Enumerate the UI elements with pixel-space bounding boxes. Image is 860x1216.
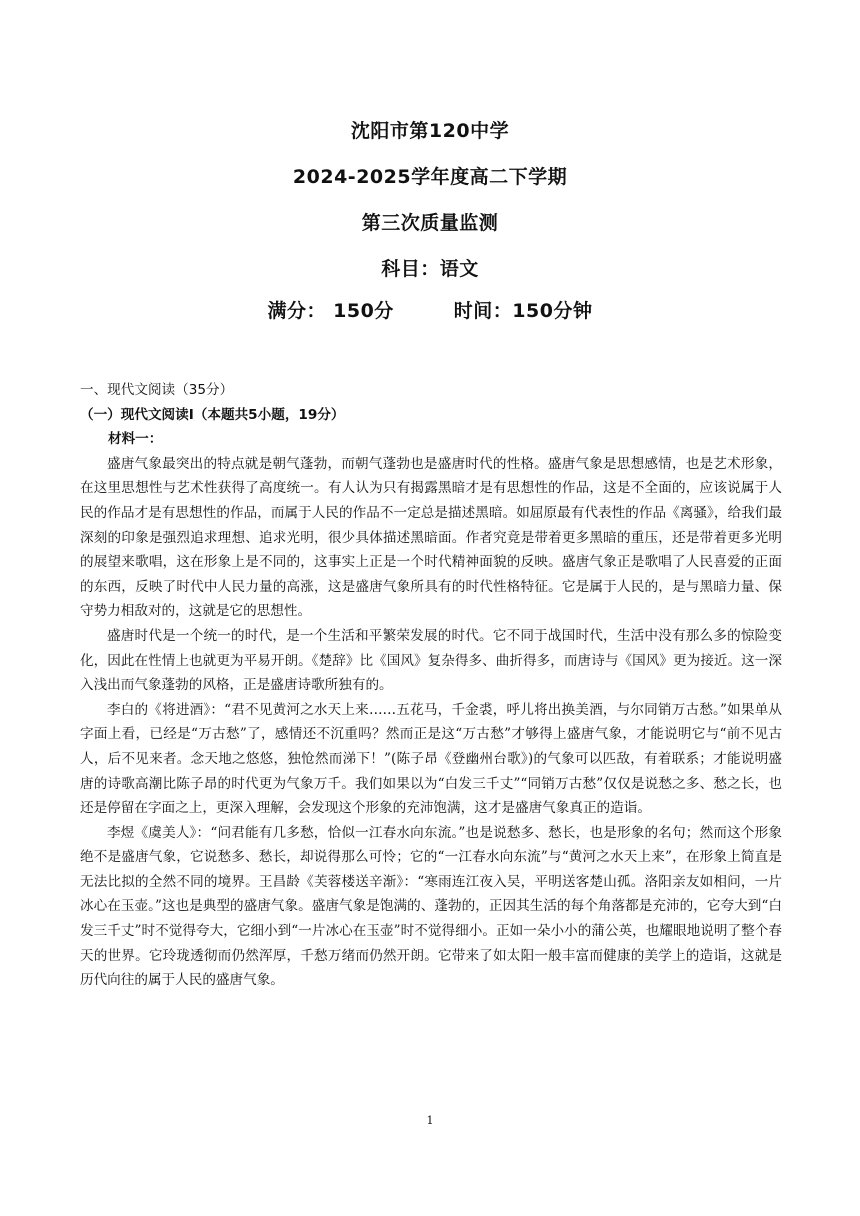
material-label: 材料一： <box>108 431 163 448</box>
exam-time: 时间：150分钟 <box>453 300 593 322</box>
exam-subject: 科目：语文 <box>381 258 479 280</box>
section-heading: 一、现代文阅读（35分） <box>80 382 234 398</box>
paragraph: 盛唐时代是一个统一的时代，是一个生活和平繁荣发展的时代。它不同于战国时代，生活中没有那么多的惊险变化，因此在性情上也就更为平易开朗。《楚辞》比《国风》复杂得多、曲折得多，而唐诗与《国风》更为接近。这一深入浅出而气象蓬勃的风格，正是盛唐诗歌所独有的。 <box>80 627 782 694</box>
score-time-line <box>0 296 860 323</box>
paragraph: 李白的《将进酒》：“君不见黄河之水天上来……五花马，千金裘，呼儿将出换美酒，与尔同销万古愁。”如果单从字面上看，已经是“万古愁”了，感情还不沉重吗？然而正是这“万古愁”才够得上盛唐气象，才能说明它与“前不见古人，后不见来者。念天地之悠悠，独怆然而涕下！”(陈子昂《登幽州台歌》)的气象可以匹敌，有着联系；才能说明盛唐的诗歌高潮比陈子昂的时代更为气象万千。我们如果以为“白发三千丈”“同销万古愁”仅仅是说愁之多、愁之长，也还是停留在字面之上，更深入理解，会发现这个形象的充沛饱满，这才是盛唐气象真正的造诣。 <box>80 701 782 817</box>
exam-name: 第三次质量监测 <box>361 212 499 234</box>
school-name: 沈阳市第120中学 <box>350 120 510 142</box>
full-score: 满分： 150分 <box>267 300 394 322</box>
paragraph: 李煜《虞美人》：“问君能有几多愁，恰似一江春水向东流。”也是说愁多、愁长，也是形象的名句；然而这个形象绝不是盛唐气象，它说愁多、愁长，却说得那么可怜；它的“一江春水向东流”与“黄河之水天上来”，在形象上简直是无法比拟的全然不同的境界。王昌龄《芙蓉楼送辛渐》：“寒雨连江夜入吴，平明送客楚山孤。洛阳亲友如相问，一片冰心在玉壶。”这也是典型的盛唐气象。盛唐气象是饱满的、蓬勃的，正因其生活的每个角落都是充沛的，它夸大到“白发三千丈”时不觉得夸大，它细小到“一片冰心在玉壶”时不觉得细小。正如一朵小小的蒲公英，也耀眼地说明了整个春天的世界。它玲珑透彻而仍然浑厚，千愁万绪而仍然开朗。它带来了如太阳一般丰富而健康的美学上的造诣，这就是历代向往的属于人民的盛唐气象。 <box>80 824 782 989</box>
exam-content <box>80 378 782 993</box>
page-number: 1 <box>426 1114 434 1127</box>
school-term: 2024-2025学年度高二下学期 <box>292 166 568 188</box>
subsection-heading: （一）现代文阅读Ⅰ（本题共5小题，19分） <box>80 406 345 423</box>
paragraph: 盛唐气象最突出的特点就是朝气蓬勃，而朝气蓬勃也是盛唐时代的性格。盛唐气象是思想感情，也是艺术形象，在这里思想性与艺术性获得了高度统一。有人认为只有揭露黑暗才是有思想性的作品，这是不全面的，应该说属于人民的作品才是有思想性的作品，而属于人民的作品不一定总是描述黑暗。如屈原最有代表性的作品《离骚》，给我们最深刻的印象是强烈追求理想、追求光明，很少具体描述黑暗面。作者究竟是带着更多黑暗的重压，还是带着更多光明的展望来歌唱，这在形象上是不同的，这事实上正是一个时代精神面貌的反映。盛唐气象正是歌唱了人民喜爱的正面的东西，反映了时代中人民力量的高涨，这是盛唐气象所具有的时代性格特征。它是属于人民的，是与黑暗力量、保守势力相敌对的，这就是它的思想性。 <box>80 455 782 620</box>
